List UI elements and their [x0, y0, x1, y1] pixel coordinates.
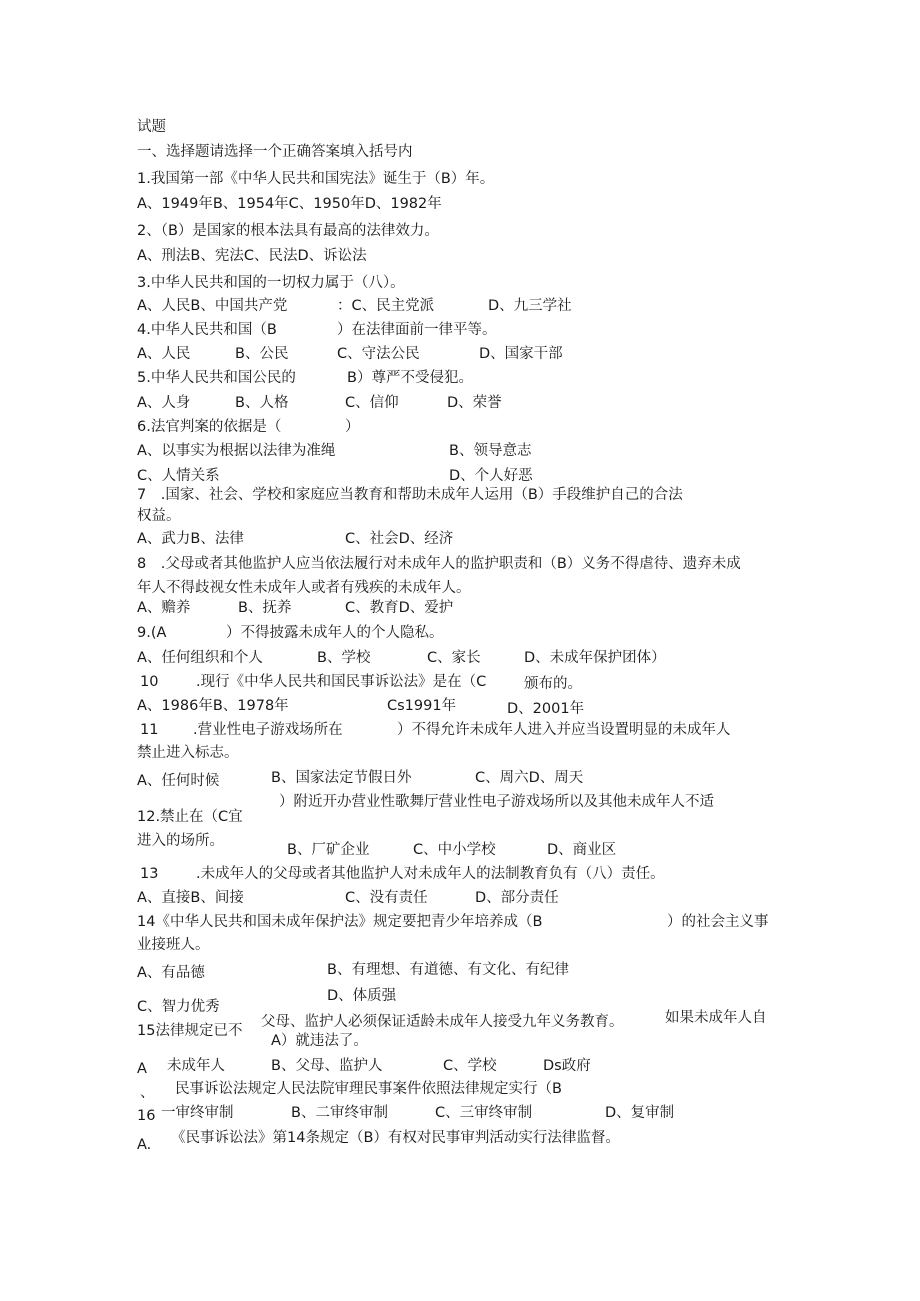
text-line: D、国家干部: [479, 346, 563, 362]
text-line: ）在法律面前一律平等。: [337, 322, 497, 338]
text-line: 禁止进入标志。: [137, 745, 239, 761]
text-line: B、有理想、有道德、有文化、有纪律: [327, 962, 569, 978]
text-line: ）不得披露未成年人的个人隐私。: [226, 625, 444, 641]
text-line: A、赡养: [137, 600, 191, 616]
text-line: D、部分责任: [475, 890, 559, 906]
text-line: 3.中华人民共和国的一切权力属于（八）。: [137, 275, 405, 291]
text-line: D、九三学社: [488, 298, 572, 314]
text-line: D、体质强: [327, 988, 397, 1004]
text-line: 4.中华人民共和国（B: [137, 322, 277, 338]
text-line: 业接班人。: [137, 937, 210, 953]
text-line: A、刑法B、宪法C、民法D、诉讼法: [137, 248, 367, 264]
text-line: 权益。: [137, 508, 181, 524]
text-line: B、父母、监护人: [271, 1058, 383, 1074]
text-line: 5.中华人民共和国公民的: [137, 370, 296, 386]
text-line: 11: [140, 722, 159, 738]
text-line: C、学校: [443, 1058, 497, 1074]
text-line: C、三审终审制: [435, 1105, 533, 1121]
text-line: A、1986年B、1978年: [137, 698, 289, 714]
text-line: .未成年人的父母或者其他监护人对未成年人的法制教育负有（八）责任。: [196, 866, 665, 882]
text-line: B、厂矿企业: [287, 842, 370, 858]
text-line: 进入的场所。: [137, 833, 224, 849]
text-line: 如果未成年人自: [665, 1010, 767, 1026]
text-line: 试题: [137, 119, 166, 135]
text-line: ：C、民主党派: [337, 298, 435, 314]
text-line: A、人民: [137, 346, 191, 362]
text-line: 年人不得歧视女性未成年人或者有残疾的未成年人。: [137, 580, 471, 596]
text-line: 10: [140, 674, 159, 690]
text-line: B）尊严不受侵犯。: [347, 370, 473, 386]
text-line: 16: [137, 1108, 156, 1124]
text-line: 7 .国家、社会、学校和家庭应当教育和帮助未成年人运用（B）手段维护自己的合法: [137, 487, 683, 503]
text-line: 12.禁止在（C宜: [137, 809, 243, 825]
text-line: 6.法官判案的依据是（: [137, 419, 282, 435]
text-line: C、智力优秀: [137, 999, 220, 1015]
text-line: A、武力B、法律: [137, 531, 244, 547]
text-line: 未成年人: [167, 1058, 225, 1074]
text-line: Ds政府: [543, 1058, 591, 1074]
text-line: 、: [140, 1085, 155, 1101]
text-line: C、周六D、周天: [475, 770, 584, 786]
text-line: C、人情关系: [137, 468, 220, 484]
text-line: D、商业区: [547, 842, 617, 858]
text-line: .营业性电子游戏场所在: [193, 722, 343, 738]
text-line: 14《中华人民共和国未成年保护法》规定要把青少年培养成（B: [137, 914, 543, 930]
text-line: 15法律规定已不: [137, 1023, 243, 1039]
text-line: D、荣誉: [447, 395, 502, 411]
text-line: A）就违法了。: [271, 1033, 368, 1049]
text-line: Cs1991年: [387, 698, 457, 714]
text-line: ）不得允许未成年人进入并应当设置明显的未成年人: [397, 722, 731, 738]
text-line: 9.(A: [137, 625, 167, 641]
text-line: 2、（B）是国家的根本法具有最高的法律效力。: [137, 223, 439, 239]
text-line: D、2001年: [507, 701, 585, 717]
text-line: C、家长: [427, 650, 481, 666]
text-line: A、以事实为根据以法律为准绳: [137, 443, 336, 459]
text-line: 颁布的。: [524, 676, 582, 692]
text-line: 民事诉讼法规定人民法院审理民事案件依照法律规定实行（B: [175, 1081, 562, 1097]
text-line: B、二审终审制: [291, 1105, 388, 1121]
text-line: 《民事诉讼法》第14条规定（B）有权对民事审判活动实行法律监督。: [171, 1130, 620, 1146]
text-line: A、人民B、中国共产党: [137, 298, 288, 314]
text-line: B、公民: [235, 346, 289, 362]
text-line: B、国家法定节假日外: [271, 770, 412, 786]
text-line: ）: [345, 419, 360, 435]
text-line: 一、选择题请选择一个正确答案填入括号内: [137, 144, 413, 160]
text-line: A、1949年B、1954年C、1950年D、1982年: [137, 196, 442, 212]
text-line: 父母、监护人必须保证适龄未成年人接受九年义务教育。: [261, 1014, 624, 1030]
text-line: C、中小学校: [413, 842, 496, 858]
text-line: D、复审制: [605, 1105, 675, 1121]
text-line: ）附近开办营业性歌舞厅营业性电子游戏场所以及其他未成年人不适: [279, 794, 714, 810]
text-line: 13: [140, 866, 159, 882]
text-line: A、直接B、间接: [137, 890, 244, 906]
text-line: A、人身: [137, 395, 191, 411]
text-line: B、学校: [317, 650, 371, 666]
text-line: B、人格: [235, 395, 289, 411]
text-line: A.: [137, 1137, 152, 1153]
text-line: 8 .父母或者其他监护人应当依法履行对未成年人的监护职责和（B）义务不得虐待、遗弃未成: [137, 556, 741, 572]
text-line: D、个人好恶: [449, 468, 533, 484]
text-line: .现行《中华人民共和国民事诉讼法》是在（C: [196, 674, 487, 690]
text-line: 一审终审制: [161, 1105, 234, 1121]
text-line: C、社会D、经济: [345, 531, 454, 547]
text-line: B、领导意志: [449, 443, 532, 459]
text-line: A、任何时候: [137, 773, 220, 789]
text-line: B、抚养: [238, 600, 292, 616]
text-line: C、教育D、爱护: [345, 600, 454, 616]
text-line: D、未成年保护团体）: [524, 650, 666, 666]
text-line: A: [137, 1061, 147, 1077]
text-line: A、有品德: [137, 965, 205, 981]
text-line: 1.我国第一部《中华人民共和国宪法》诞生于（B）年。: [137, 171, 495, 187]
text-line: C、守法公民: [337, 346, 420, 362]
text-line: ）的社会主义事: [667, 914, 769, 930]
text-line: C、没有责任: [345, 890, 428, 906]
text-line: A、任何组织和个人: [137, 650, 263, 666]
text-line: C、信仰: [345, 395, 399, 411]
